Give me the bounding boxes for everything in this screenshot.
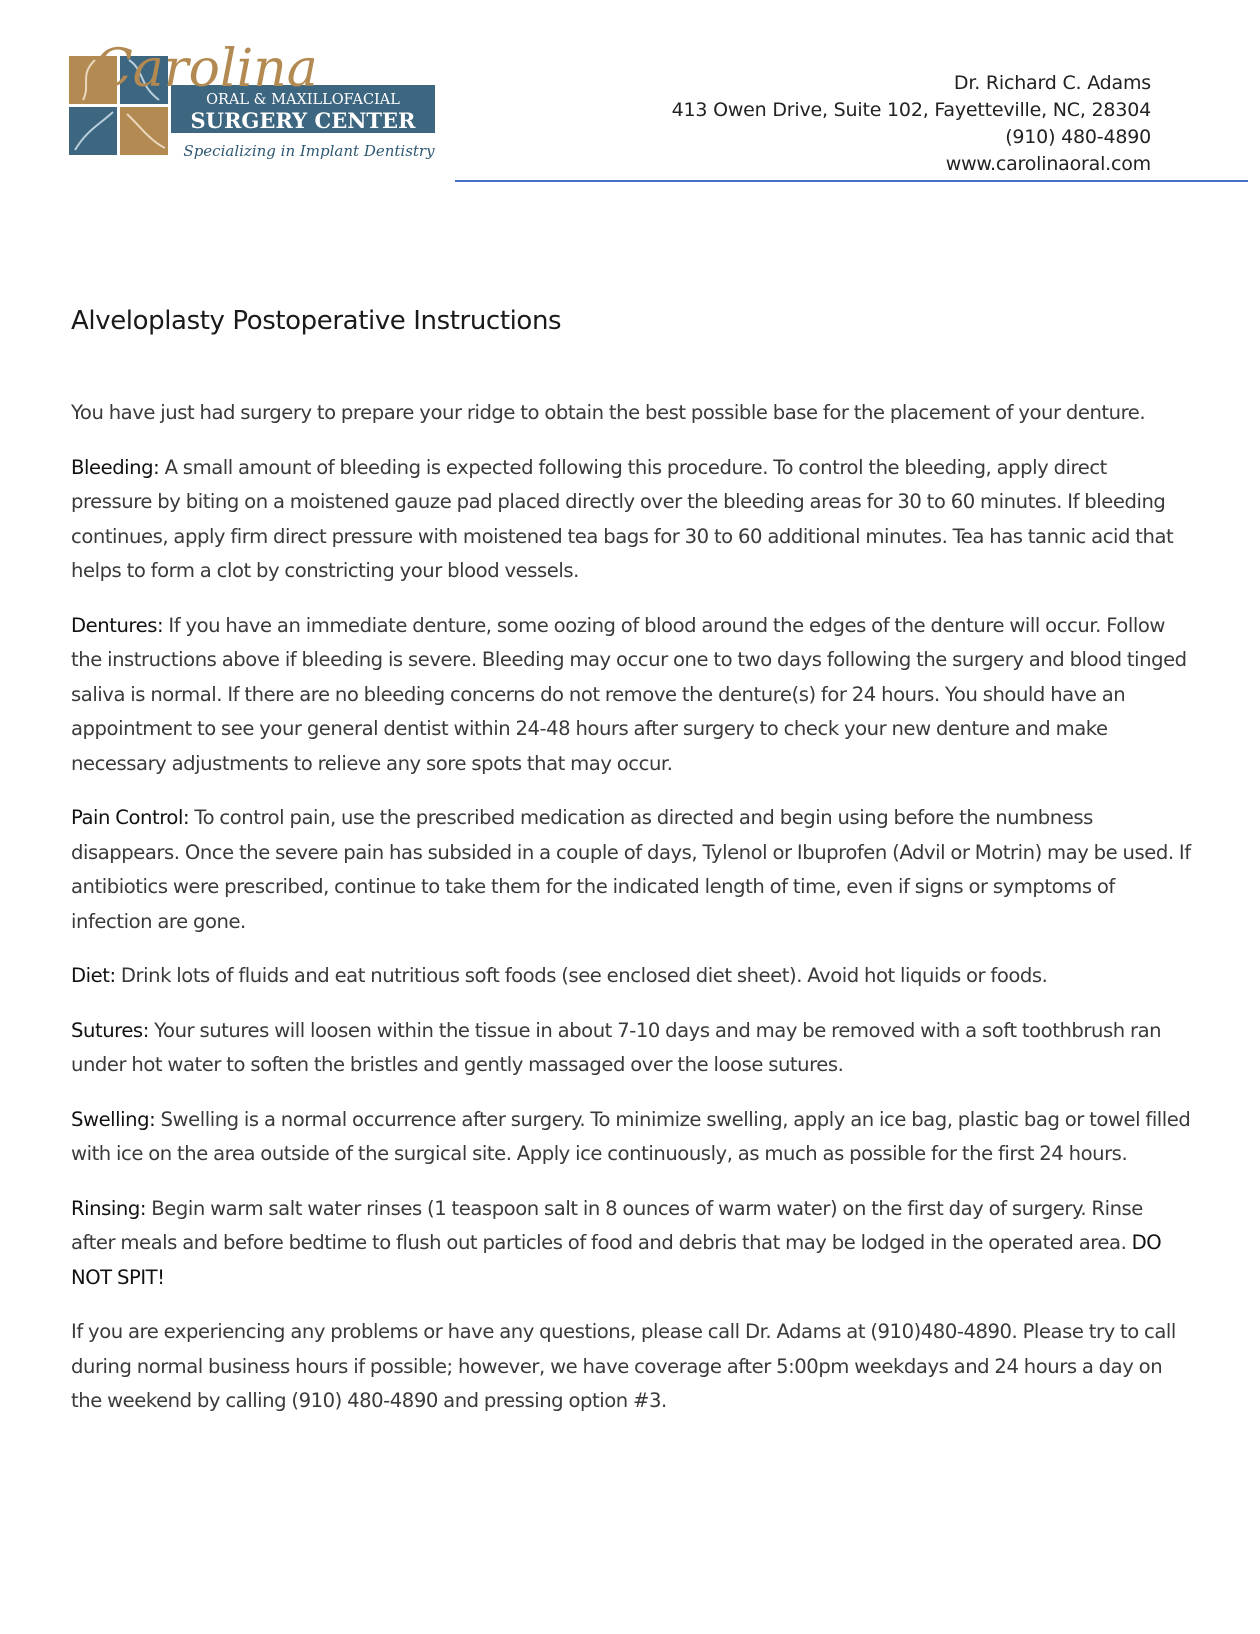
header-divider [455,180,1248,182]
office-phone: (910) 480-4890 [1005,126,1151,148]
doctor-name: Dr. Richard C. Adams [953,72,1151,94]
document-title: Alveloplasty Postoperative Instructions [71,306,562,336]
section-heading: Pain Control: [71,806,190,829]
closing-paragraph: If you are experiencing any problems or have any questions, please call Dr. Adams at (910)480-4890. Please try to call during normal business hours if possible; however, we have coverage after 5:00pm weekdays and 24 hours a day on the weekend by calling (910) 480-4890 and pressing option #3. [71,1320,1176,1412]
section-pain-control [71,801,1191,939]
section-heading: Diet: [71,964,116,987]
logo-line1: ORAL & MAXILLOFACIAL [206,92,400,108]
section-heading: Dentures: [71,613,164,637]
office-address: 413 Owen Drive, Suite 102, Fayetteville, NC, 28304 [671,99,1151,121]
section-swelling [71,1103,1191,1172]
section-text: Your sutures will loosen within the tissue in about 7-10 days and may be removed with a soft toothbrush ran under hot water to soften the bristles and gently massaged over the loose sutures. [71,1018,1162,1076]
section-text: Drink lots of fluids and eat nutritious soft foods (see enclosed diet sheet). Avoid hot liquids or foods. [120,964,1048,987]
instructions-body [71,396,1191,1439]
section-text: Swelling is a normal occurrence after surgery. To minimize swelling, apply an ice bag, plastic bag or towel filled with ice on the area outside of the surgical site. Apply ice continuously, as much as possible for the first 24 hours. [71,1107,1191,1165]
section-text: To control pain, use the prescribed medication as directed and begin using before the numbness disappears. Once the severe pain has subsided in a couple of days, Tylenol or Ibuprofen (Advil or Motrin) may be used. If antibiotics were prescribed, continue to take them for the indicated length of time, even if signs or symptoms of infection are gone. [71,806,1191,933]
section-heading: Bleeding: [71,455,160,479]
section-heading: Rinsing: [71,1196,146,1220]
warning-text: DO NOT SPIT! [71,1231,1162,1289]
section-bleeding [71,451,1191,589]
contact-block [672,70,1151,178]
section-diet [71,959,1191,994]
intro-paragraph: You have just had surgery to prepare your ridge to obtain the best possible base for the placement of your denture. [71,401,1146,424]
practice-logo [69,30,449,170]
section-heading: Sutures: [71,1018,149,1042]
section-heading: Swelling: [71,1107,156,1131]
logo-script-name: Carolina [93,39,318,99]
section-text: Begin warm salt water rinses (1 teaspoon salt in 8 ounces of warm water) on the first day of surgery. Rinse after meals and before bedtime to flush out particles of food and debris that may be lodged in the operated area. [71,1196,1143,1254]
office-website: www.carolinaoral.com [945,153,1151,175]
section-text: If you have an immediate denture, some oozing of blood around the edges of the denture will occur. Follow the instructions above if bleeding is severe. Bleeding may occur one to two days following the surgery and blood tinged saliva is normal. If there are no bleeding concerns do not remove the denture(s) for 24 hours. You should have an appointment to see your general dentist within 24-48 hours after surgery to check your new denture and make necessary adjustments to relieve any sore spots that may occur. [71,613,1187,775]
section-sutures [71,1014,1191,1083]
section-text: A small amount of bleeding is expected following this procedure. To control the bleeding, apply direct pressure by biting on a moistened gauze pad placed directly over the bleeding areas for 30 to 60 minutes. If bleeding continues, apply firm direct pressure with moistened tea bags for 30 to 60 additional minutes. Tea has tannic acid that helps to form a clot by constricting your blood vessels. [71,455,1174,582]
logo-line2: SURGERY CENTER [190,108,416,133]
logo-tagline: Specializing in Implant Dentistry [183,142,435,160]
section-rinsing [71,1192,1191,1296]
section-dentures [71,609,1191,782]
